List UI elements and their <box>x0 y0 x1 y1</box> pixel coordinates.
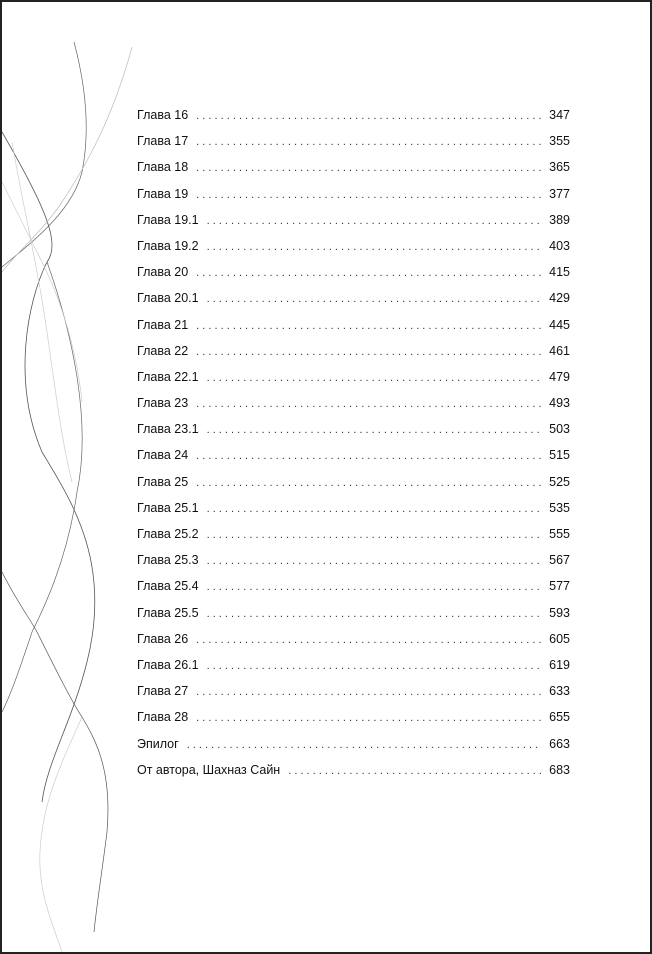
toc-entry <box>137 318 570 344</box>
toc-entry <box>137 579 570 605</box>
toc-entry <box>137 737 570 763</box>
toc-entry <box>137 501 570 527</box>
toc-entry-page-number: 403 <box>549 238 570 253</box>
toc-entry-title: Глава 26.1 <box>137 657 199 672</box>
toc-entry <box>137 632 570 658</box>
toc-entry <box>137 422 570 448</box>
toc-entry <box>137 527 570 553</box>
toc-entry <box>137 213 570 239</box>
toc-entry <box>137 553 570 579</box>
toc-entry-page-number: 535 <box>549 500 570 515</box>
toc-entry <box>137 239 570 265</box>
toc-entry-title: Глава 20 <box>137 265 189 280</box>
toc-entry <box>137 658 570 684</box>
toc-dot-leader <box>196 162 542 174</box>
toc-dot-leader <box>196 189 542 201</box>
toc-entry-title: Глава 25.1 <box>137 500 199 515</box>
toc-dot-leader <box>207 555 542 567</box>
wave-line-light-3 <box>2 182 82 402</box>
toc-entry <box>137 344 570 370</box>
toc-dot-leader <box>187 739 542 751</box>
toc-entry-title: Глава 22 <box>137 343 189 358</box>
table-of-contents <box>137 108 570 789</box>
toc-dot-leader <box>207 529 542 541</box>
toc-entry-title: Глава 19.2 <box>137 238 199 253</box>
toc-entry <box>137 187 570 213</box>
toc-entry-page-number: 493 <box>549 396 570 411</box>
toc-dot-leader <box>196 634 542 646</box>
toc-dot-leader <box>196 110 542 122</box>
toc-entry-title: Глава 19 <box>137 186 189 201</box>
toc-entry-page-number: 555 <box>549 527 570 541</box>
toc-entry <box>137 763 570 789</box>
toc-entry <box>137 475 570 501</box>
toc-dot-leader <box>207 372 542 384</box>
toc-entry-title: Глава 16 <box>137 108 189 122</box>
toc-entry <box>137 134 570 160</box>
toc-entry <box>137 370 570 396</box>
toc-dot-leader <box>207 241 542 253</box>
toc-entry <box>137 684 570 710</box>
toc-entry-page-number: 663 <box>549 736 570 751</box>
toc-dot-leader <box>288 765 542 777</box>
wave-line-light-1 <box>2 47 132 272</box>
toc-entry-title: Глава 25.3 <box>137 553 199 568</box>
toc-entry-title: Глава 28 <box>137 710 189 725</box>
toc-entry <box>137 265 570 291</box>
toc-entry-title: Глава 24 <box>137 448 189 463</box>
toc-entry-title: Глава 25 <box>137 474 189 489</box>
toc-entry-page-number: 355 <box>549 134 570 149</box>
toc-entry-title: Глава 22.1 <box>137 369 199 384</box>
toc-entry-page-number: 503 <box>549 422 570 437</box>
toc-dot-leader <box>196 477 542 489</box>
toc-entry-title: Глава 18 <box>137 160 189 175</box>
toc-entry <box>137 291 570 317</box>
toc-entry-page-number: 429 <box>549 291 570 306</box>
toc-entry-title: Глава 27 <box>137 684 189 699</box>
toc-entry-title: Глава 17 <box>137 134 189 149</box>
toc-entry <box>137 448 570 474</box>
toc-entry-title: Глава 25.5 <box>137 605 199 620</box>
toc-entry <box>137 710 570 736</box>
toc-entry-title: Глава 20.1 <box>137 291 199 306</box>
toc-entry <box>137 606 570 632</box>
toc-entry-title: Эпилог <box>137 736 179 751</box>
toc-entry-page-number: 389 <box>549 212 570 227</box>
wave-line-light-2 <box>12 142 82 952</box>
toc-entry-page-number: 415 <box>549 265 570 280</box>
toc-entry-page-number: 593 <box>549 605 570 620</box>
toc-entry-page-number: 347 <box>549 108 570 122</box>
wave-line-dark-1 <box>2 132 95 802</box>
toc-dot-leader <box>196 450 542 462</box>
toc-dot-leader <box>196 320 542 332</box>
toc-entry-page-number: 633 <box>549 684 570 699</box>
toc-entry-page-number: 683 <box>549 762 570 777</box>
toc-entry-page-number: 445 <box>549 317 570 332</box>
toc-entry-title: Глава 25.2 <box>137 527 199 541</box>
toc-entry-title: Глава 25.4 <box>137 579 199 594</box>
toc-entry-page-number: 461 <box>549 343 570 358</box>
toc-dot-leader <box>196 398 542 410</box>
toc-entry-page-number: 619 <box>549 657 570 672</box>
toc-dot-leader <box>196 136 542 148</box>
toc-entry-title: От автора, Шахназ Сайн <box>137 762 281 777</box>
toc-dot-leader <box>207 581 542 593</box>
toc-entry-page-number: 515 <box>549 448 570 463</box>
toc-dot-leader <box>207 293 542 305</box>
toc-entry <box>137 396 570 422</box>
toc-dot-leader <box>196 686 542 698</box>
toc-dot-leader <box>207 215 542 227</box>
toc-entry <box>137 108 570 134</box>
wave-lines-decoration <box>2 2 152 952</box>
wave-line-dark-3 <box>2 572 108 932</box>
toc-dot-leader <box>207 660 542 672</box>
toc-dot-leader <box>196 712 542 724</box>
toc-entry-page-number: 655 <box>549 710 570 725</box>
toc-entry-page-number: 525 <box>549 474 570 489</box>
toc-dot-leader <box>207 424 542 436</box>
toc-entry-page-number: 567 <box>549 553 570 568</box>
toc-dot-leader <box>196 267 542 279</box>
toc-entry-page-number: 479 <box>549 369 570 384</box>
toc-entry-title: Глава 23.1 <box>137 422 199 437</box>
toc-entry-page-number: 605 <box>549 631 570 646</box>
toc-entry-title: Глава 26 <box>137 631 189 646</box>
toc-entry <box>137 160 570 186</box>
toc-entry-page-number: 365 <box>549 160 570 175</box>
toc-dot-leader <box>207 608 542 620</box>
toc-entry-page-number: 577 <box>549 579 570 594</box>
toc-entry-page-number: 377 <box>549 186 570 201</box>
toc-dot-leader <box>207 503 542 515</box>
toc-entry-title: Глава 21 <box>137 317 189 332</box>
toc-entry-title: Глава 23 <box>137 396 189 411</box>
wave-line-dark-2 <box>2 42 86 712</box>
toc-entry-title: Глава 19.1 <box>137 212 199 227</box>
toc-dot-leader <box>196 346 542 358</box>
